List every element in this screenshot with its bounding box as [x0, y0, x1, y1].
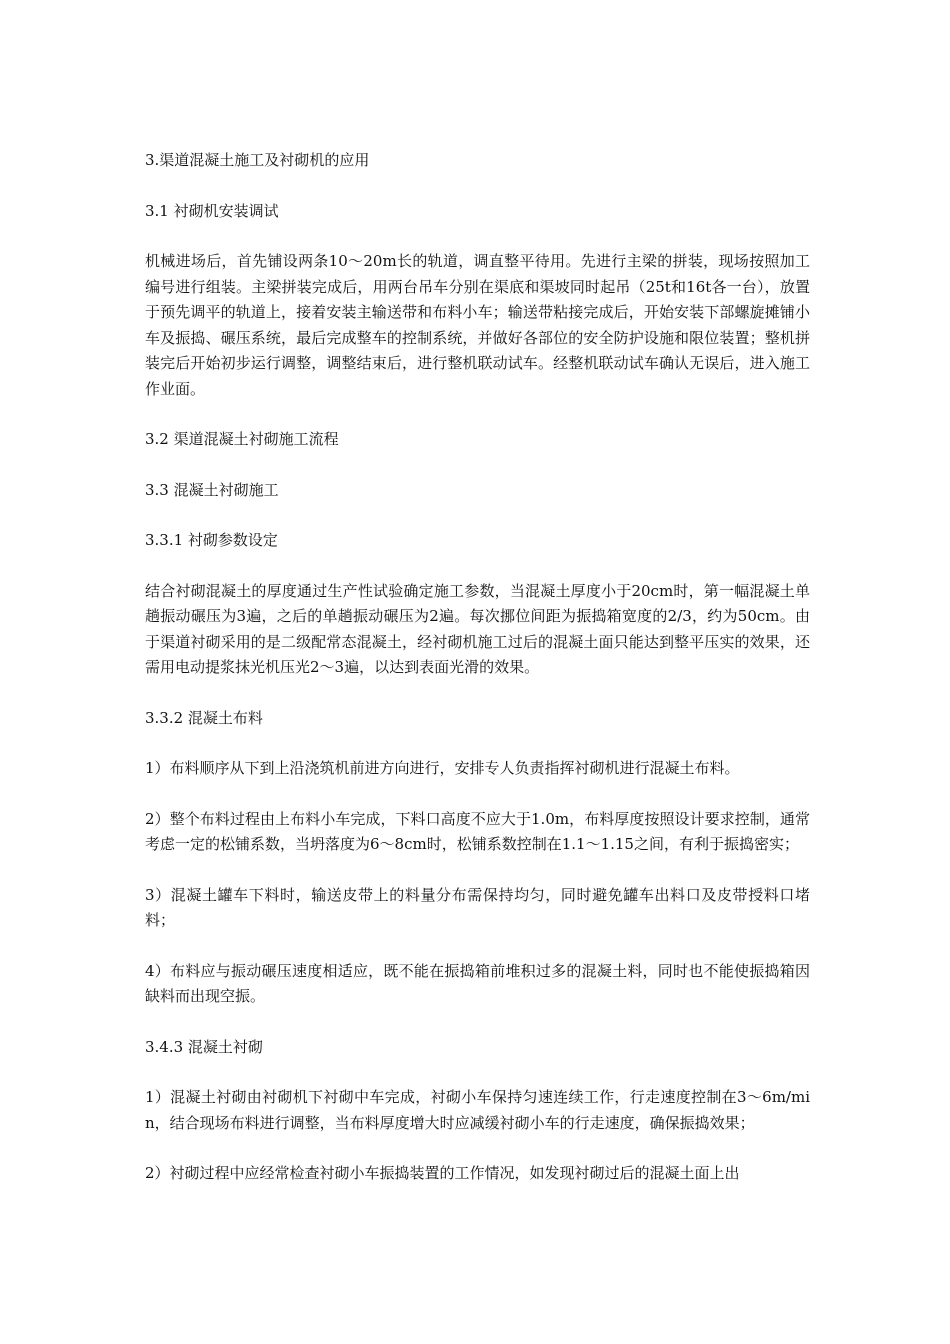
document-body	[145, 148, 810, 1212]
list-item: 3）混凝土罐车下料时，输送皮带上的料量分布需保持均匀，同时避免罐车出料口及皮带授料口堵料；	[145, 885, 810, 929]
subsection-heading: 3.3 混凝土衬砌施工	[145, 480, 279, 499]
list-item: 1）布料顺序从下到上沿浇筑机前进方向进行，安排专人负责指挥衬砌机进行混凝土布料。	[145, 759, 740, 777]
list-item: 4）布料应与振动碾压速度相适应，既不能在振捣箱前堆积过多的混凝土料，同时也不能使振捣箱因缺料而出现空振。	[145, 961, 810, 1005]
paragraph: 结合衬砌混凝土的厚度通过生产性试验确定施工参数，当混凝土厚度小于20cm时，第一幅混凝土单趟振动碾压为3遍，之后的单趟振动碾压为2遍。每次挪位间距为振捣箱宽度的2/3，约为50cm。由于渠道衬砌采用的是二级配常态混凝土，经衬砌机施工过后的混凝土面只能达到整平压实的效果，还需用电动提浆抹光机压光2～3遍，以达到表面光滑的效果。	[145, 581, 810, 676]
list-item: 1）混凝土衬砌由衬砌机下衬砌中车完成，衬砌小车保持匀速连续工作，行走速度控制在3～6m/min，结合现场布料进行调整，当布料厚度增大时应减缓衬砌小车的行走速度，确保振捣效果；	[145, 1088, 810, 1132]
subsection-heading: 3.1 衬砌机安装调试	[145, 201, 279, 220]
section-heading: 3.渠道混凝土施工及衬砌机的应用	[145, 151, 370, 169]
subsection-heading: 3.2 渠道混凝土衬砌施工流程	[145, 430, 339, 448]
subsubsection-heading: 3.3.1 衬砌参数设定	[145, 531, 278, 549]
list-item: 2）衬砌过程中应经常检查衬砌小车振捣装置的工作情况，如发现衬砌过后的混凝土面上出	[145, 1164, 740, 1182]
subsubsection-heading: 3.3.2 混凝土布料	[145, 708, 263, 727]
subsubsection-heading: 3.4.3 混凝土衬砌	[145, 1037, 263, 1056]
list-item: 2）整个布料过程由上布料小车完成，下料口高度不应大于1.0m，布料厚度按照设计要求控制，通常考虑一定的松铺系数，当坍落度为6～8cm时，松铺系数控制在1.1～1.15之间，有利于振捣密实；	[145, 809, 810, 853]
paragraph: 机械进场后，首先铺设两条10～20m长的轨道，调直整平待用。先进行主梁的拼装，现场按照加工编号进行组装。主梁拼装完成后，用两台吊车分别在渠底和渠坡同时起吊（25t和16t各一台），放置于预先调平的轨道上，接着安装主输送带和布料小车；输送带粘接完成后，开始安装下部螺旋摊铺小车及振捣、碾压系统，最后完成整车的控制系统，并做好各部位的安全防护设施和限位装置；整机拼装完后开始初步运行调整，调整结束后，进行整机联动试车。经整机联动试车确认无误后，进入施工作业面。	[145, 252, 810, 398]
